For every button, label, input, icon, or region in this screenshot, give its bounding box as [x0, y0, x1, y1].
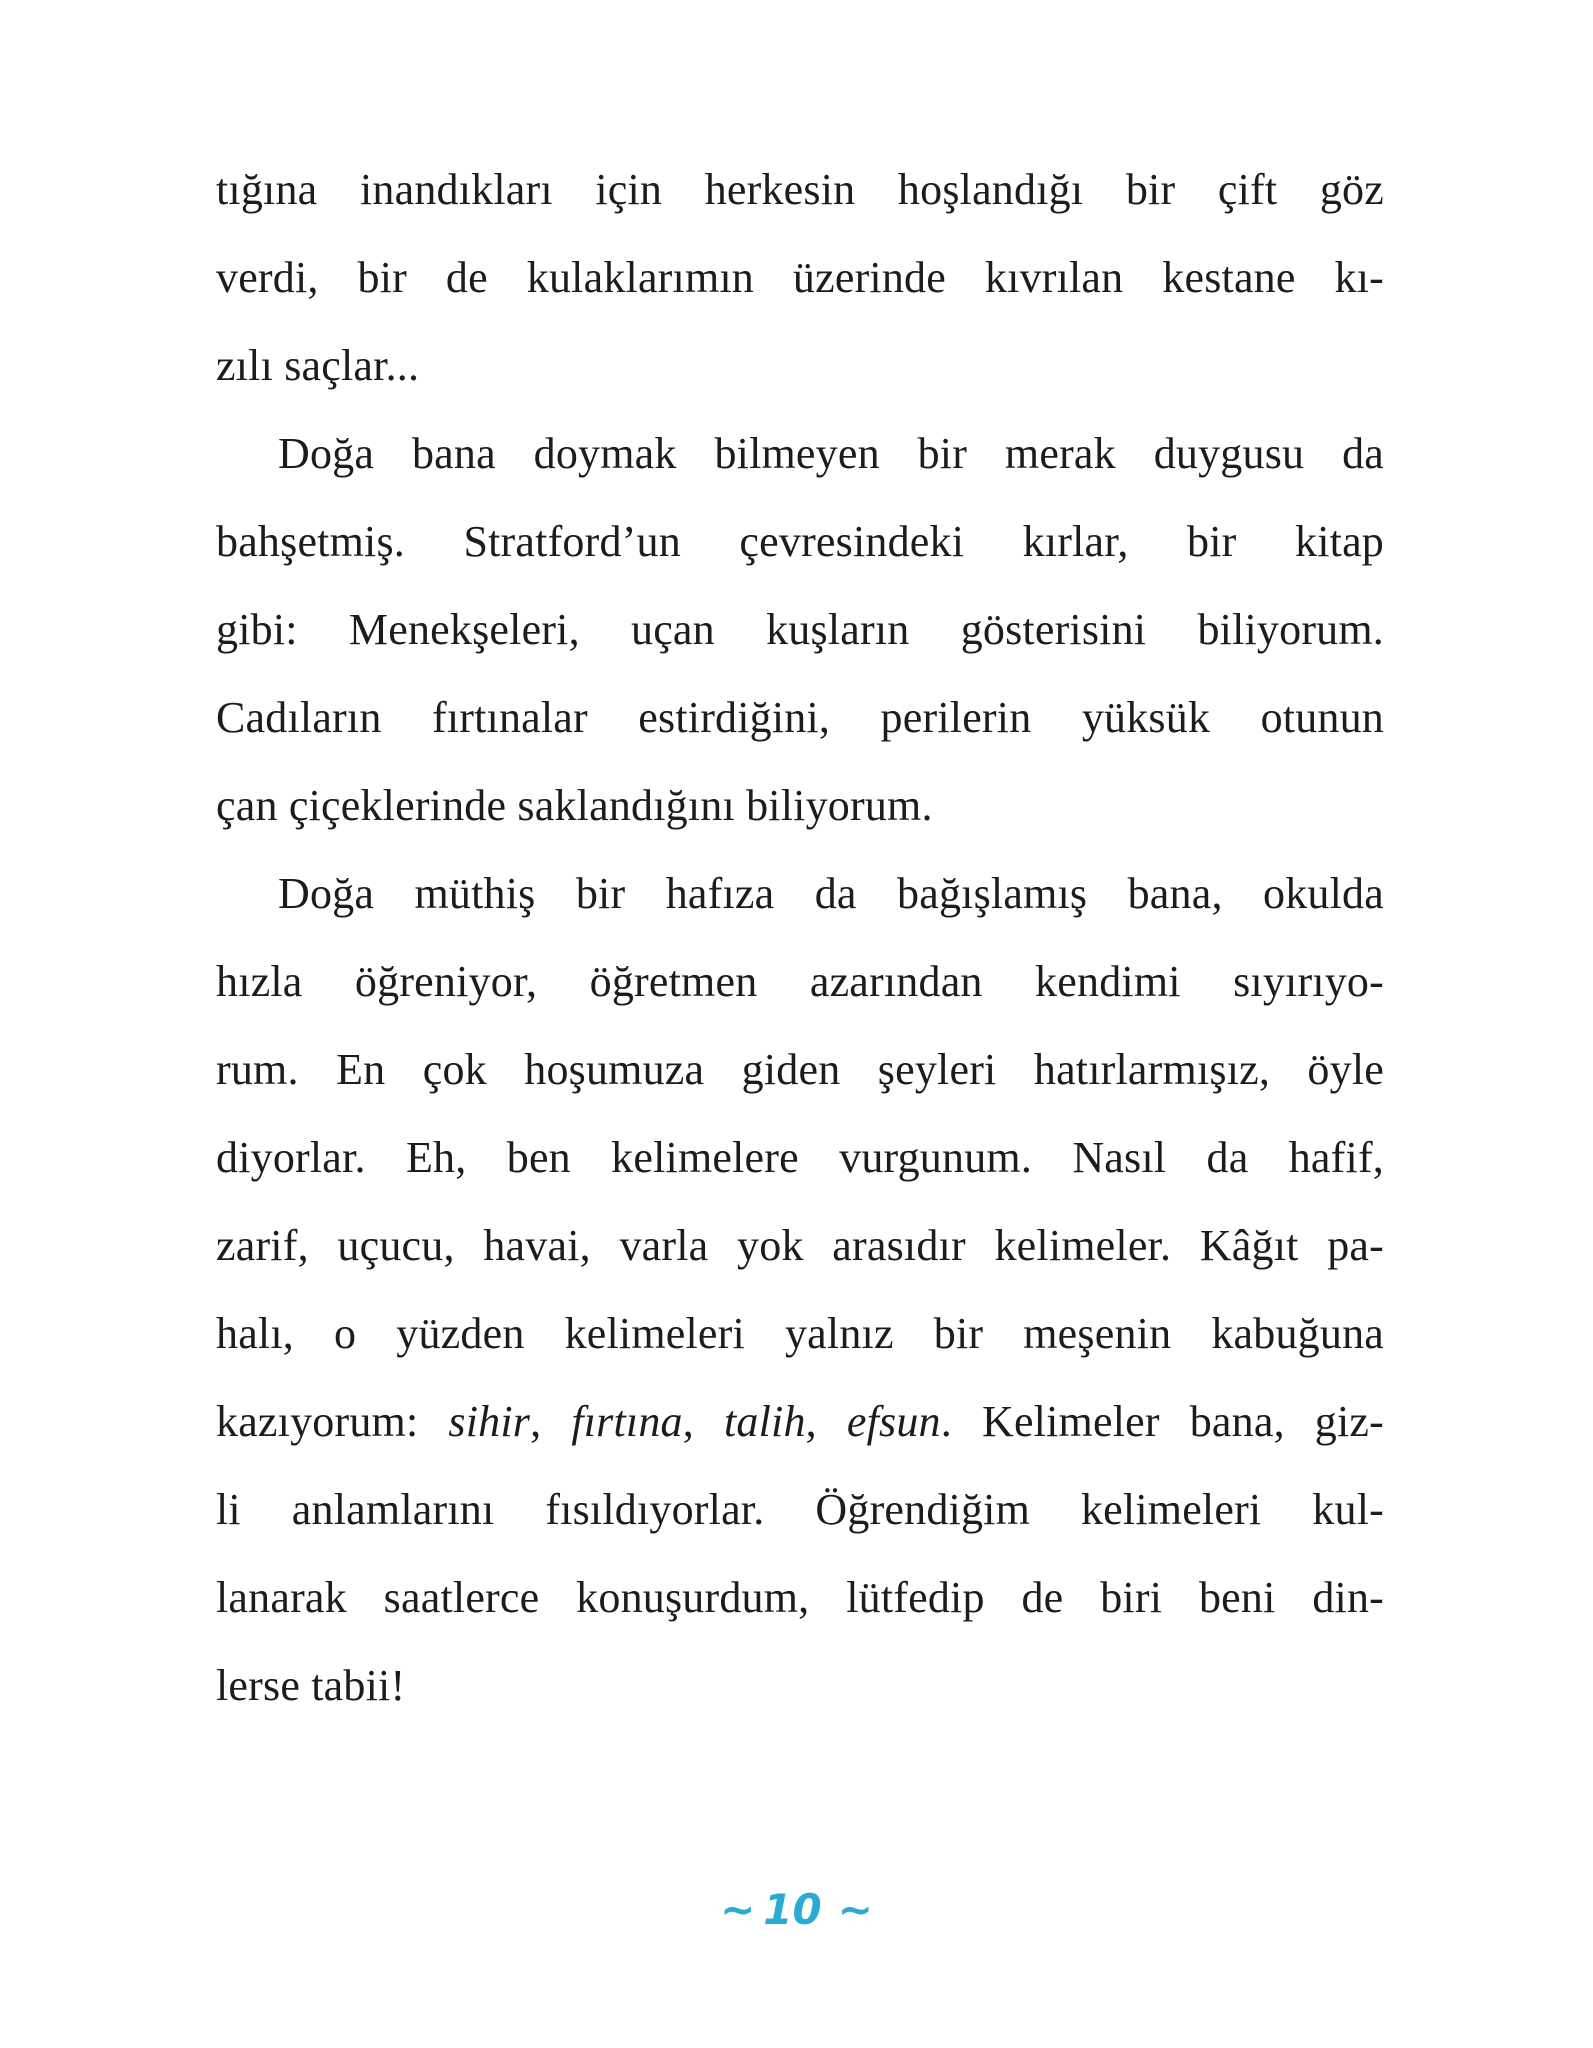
- text-line: [216, 498, 1384, 586]
- text-segment: ,: [805, 1397, 847, 1446]
- text-line: [216, 1554, 1384, 1642]
- text-line: [216, 410, 1384, 498]
- text-segment: gibi: Menekşeleri, uçan kuşların gösterisini biliyorum.: [216, 605, 1384, 654]
- text-segment: tığına inandıkları için herkesin hoşlandığı bir çift göz: [216, 165, 1384, 214]
- text-segment: . Kelimeler bana, giz-: [940, 1397, 1384, 1446]
- text-line: [216, 938, 1384, 1026]
- text-line: [216, 1290, 1384, 1378]
- text-line: [216, 322, 1384, 410]
- text-segment: lerse tabii!: [216, 1661, 406, 1710]
- body-text: [216, 146, 1384, 1730]
- text-line: [216, 762, 1384, 850]
- page-number-tilde-left: ~: [720, 1885, 756, 1934]
- text-segment: zarif, uçucu, havai, varla yok arasıdır kelimeler. Kâğıt pa-: [216, 1221, 1384, 1270]
- text-line: [216, 850, 1384, 938]
- text-segment: hızla öğreniyor, öğretmen azarından kendimi sıyırıyo-: [216, 957, 1384, 1006]
- italic-word: sihir: [448, 1397, 531, 1446]
- text-line: [216, 674, 1384, 762]
- italic-word: fırtına: [571, 1397, 683, 1446]
- page-number: 10: [763, 1885, 822, 1934]
- italic-word: talih: [723, 1397, 806, 1446]
- text-segment: verdi, bir de kulaklarımın üzerinde kıvrılan kestane kı-: [216, 253, 1384, 302]
- text-segment: rum. En çok hoşumuza giden şeyleri hatırlarmışız, öyle: [216, 1045, 1384, 1094]
- text-segment: bahşetmiş. Stratford’un çevresindeki kırlar, bir kitap: [216, 517, 1384, 566]
- text-line: [216, 586, 1384, 674]
- text-segment: Doğa müthiş bir hafıza da bağışlamış bana, okulda: [278, 869, 1384, 918]
- page-footer: [0, 1884, 1593, 1936]
- italic-word: efsun: [846, 1397, 941, 1446]
- text-line: [216, 1642, 1384, 1730]
- text-segment: ,: [530, 1397, 572, 1446]
- text-line: [216, 1378, 1384, 1466]
- text-line: [216, 146, 1384, 234]
- text-segment: çan çiçeklerinde saklandığını biliyorum.: [216, 781, 933, 830]
- text-segment: zılı saçlar...: [216, 341, 420, 390]
- text-segment: diyorlar. Eh, ben kelimelere vurgunum. Nasıl da hafif,: [216, 1133, 1384, 1182]
- text-segment: lanarak saatlerce konuşurdum, lütfedip de biri beni din-: [216, 1573, 1384, 1622]
- text-segment: Cadıların fırtınalar estirdiğini, perilerin yüksük otunun: [216, 693, 1384, 742]
- text-line: [216, 1202, 1384, 1290]
- page-number-tilde-right: ~: [837, 1885, 873, 1934]
- text-line: [216, 1466, 1384, 1554]
- text-segment: kazıyorum:: [216, 1397, 449, 1446]
- text-segment: ,: [682, 1397, 724, 1446]
- text-segment: li anlamlarını fısıldıyorlar. Öğrendiğim kelimeleri kul-: [216, 1485, 1384, 1534]
- text-line: [216, 234, 1384, 322]
- text-line: [216, 1114, 1384, 1202]
- text-segment: halı, o yüzden kelimeleri yalnız bir meşenin kabuğuna: [216, 1309, 1384, 1358]
- text-segment: Doğa bana doymak bilmeyen bir merak duygusu da: [278, 429, 1384, 478]
- text-line: [216, 1026, 1384, 1114]
